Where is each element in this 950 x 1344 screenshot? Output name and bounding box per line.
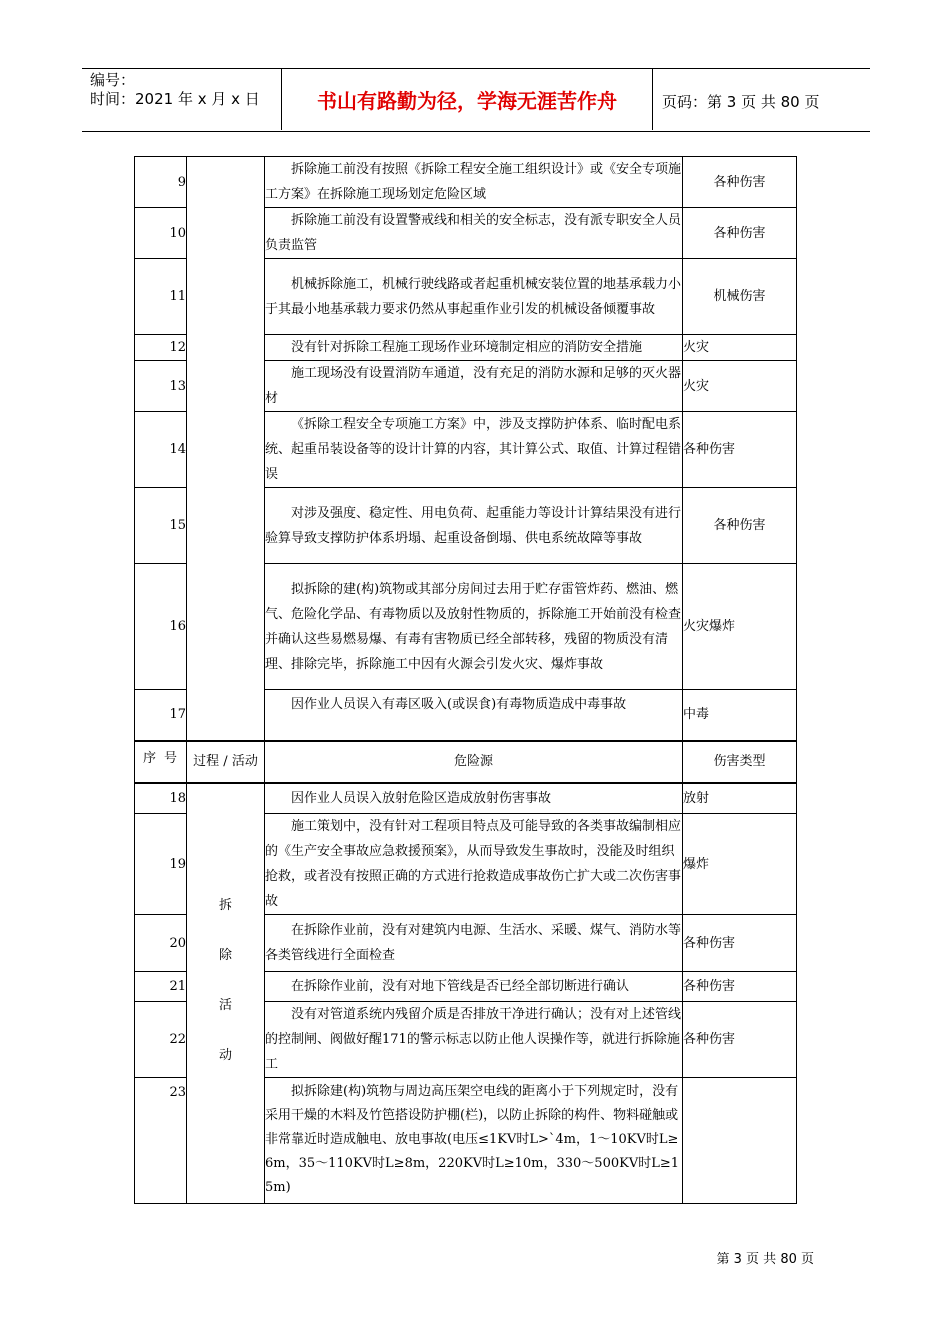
page-header: [82, 68, 870, 132]
hazard-text: 没有针对拆除工程施工现场作业环境制定相应的消防安全措施: [265, 335, 683, 361]
hazard-text: 施工现场没有设置消防车通道，没有充足的消防水源和足够的灭火器材: [265, 361, 683, 412]
table-row: [135, 783, 797, 814]
hazard-text: 机械拆除施工，机械行驶线路或者起重机械安装位置的地基承载力小于其最小地基承载力要求仍然从事起重作业引发的机械设备倾覆事故: [265, 259, 683, 335]
row-number: 19: [135, 814, 187, 915]
hazard-text: 没有对管道系统内残留介质是否排放干净进行确认；没有对上述管线的控制闸、阀做好醒171的警示标志以防止他人误操作等，就进行拆除施工: [265, 1002, 683, 1078]
column-header-row: [135, 741, 797, 783]
hazard-text: 因作业人员误入放射危险区造成放射伤害事故: [265, 783, 683, 814]
harm-type: 机械伤害: [683, 259, 797, 335]
harm-type: 各种伤害: [683, 488, 797, 564]
row-number: 22: [135, 1002, 187, 1078]
header-left: [90, 71, 280, 109]
row-number: 16: [135, 564, 187, 690]
row-number: 15: [135, 488, 187, 564]
harm-type: 各种伤害: [683, 157, 797, 208]
harm-type: 放射: [683, 783, 797, 814]
row-number: 17: [135, 690, 187, 741]
hazard-text: 《拆除工程安全专项施工方案》中，涉及支撑防护体系、临时配电系统、起重吊装设备等的设计计算的内容，其计算公式、取值、计算过程错误: [265, 412, 683, 488]
hazard-text: 拆除施工前没有设置警戒线和相关的安全标志，没有派专职安全人员负责监管: [265, 208, 683, 259]
harm-type: 各种伤害: [683, 1002, 797, 1078]
hazard-text: 对涉及强度、稳定性、用电负荷、起重能力等设计计算结果没有进行验算导致支撑防护体系坍塌、起重设备倒塌、供电系统故障等事故: [265, 488, 683, 564]
hazard-text: 拟拆除建(构)筑物与周边高压架空电线的距离小于下列规定时，没有采用干燥的木料及竹笆搭设防护棚(栏)，以防止拆除的构件、物料碰触或非常靠近时造成触电、放电事故(电压≤1KV时L>`4m，1～10KV时L≥6m，35～110KV时L≥8m，220KV时L≥10m，330～500KV时L≥15m): [265, 1078, 683, 1204]
process-char: 拆: [218, 898, 232, 914]
hazard-text: 在拆除作业前，没有对地下管线是否已经全部切断进行确认: [265, 972, 683, 1002]
process-char: 动: [218, 1048, 232, 1064]
harm-type: 火灾: [683, 361, 797, 412]
row-number: 18: [135, 783, 187, 814]
table-row: [135, 157, 797, 208]
row-number: 9: [135, 157, 187, 208]
harm-type: 各种伤害: [683, 208, 797, 259]
hazard-text: 拟拆除的建(构)筑物或其部分房间过去用于贮存雷管炸药、燃油、燃气、危险化学品、有毒物质以及放射性物质的，拆除施工开始前没有检查并确认这些易燃易爆、有毒有害物质已经全部转移，残留的物质没有清理、排除完毕，拆除施工中因有火源会引发火灾、爆炸事故: [265, 564, 683, 690]
row-number: 23: [135, 1078, 187, 1204]
date-line: 时间：2021 年 x 月 x 日: [90, 90, 260, 108]
process-char: 活: [218, 998, 232, 1014]
hazard-text: 因作业人员误入有毒区吸入(或误食)有毒物质造成中毒事故: [265, 690, 683, 741]
harm-type: 各种伤害: [683, 412, 797, 488]
harm-type: 各种伤害: [683, 972, 797, 1002]
harm-type: 中毒: [683, 690, 797, 741]
harm-type: 各种伤害: [683, 915, 797, 972]
header-motto: 书山有路勤为径，学海无涯苦作舟: [281, 69, 653, 130]
column-header-harm-type: 伤害类型: [683, 741, 797, 783]
row-number: 11: [135, 259, 187, 335]
doc-number-label: 编号：: [90, 71, 136, 89]
column-header-hazard: 危险源: [265, 741, 683, 783]
row-number: 10: [135, 208, 187, 259]
hazard-text: 施工策划中，没有针对工程项目特点及可能导致的各类事故编制相应的《生产安全事故应急救援预案》，从而导致发生事故时，没能及时组织抢救，或者没有按照正确的方式进行抢救造成事故伤亡扩大或二次伤害事故: [265, 814, 683, 915]
row-number: 20: [135, 915, 187, 972]
row-number: 12: [135, 335, 187, 361]
page-footer: 第 3 页 共 80 页: [716, 1252, 814, 1267]
row-number: 21: [135, 972, 187, 1002]
harm-type: 火灾爆炸: [683, 564, 797, 690]
process-cell-upper: [187, 157, 265, 741]
process-char: 除: [218, 948, 232, 964]
process-cell-lower: [187, 783, 265, 1204]
row-number: 14: [135, 412, 187, 488]
header-page-label: 页码：第 3 页 共 80 页: [662, 93, 820, 111]
column-header-process: 过程 / 活动: [187, 741, 265, 783]
row-number: 13: [135, 361, 187, 412]
column-header-seq: 序号: [135, 741, 187, 783]
harm-type: 火灾: [683, 335, 797, 361]
hazard-table: [134, 156, 797, 1204]
hazard-text: 在拆除作业前，没有对建筑内电源、生活水、采暖、煤气、消防水等各类管线进行全面检查: [265, 915, 683, 972]
harm-type: [683, 1078, 797, 1204]
harm-type: 爆炸: [683, 814, 797, 915]
hazard-text: 拆除施工前没有按照《拆除工程安全施工组织设计》或《安全专项施工方案》在拆除施工现场划定危险区域: [265, 157, 683, 208]
